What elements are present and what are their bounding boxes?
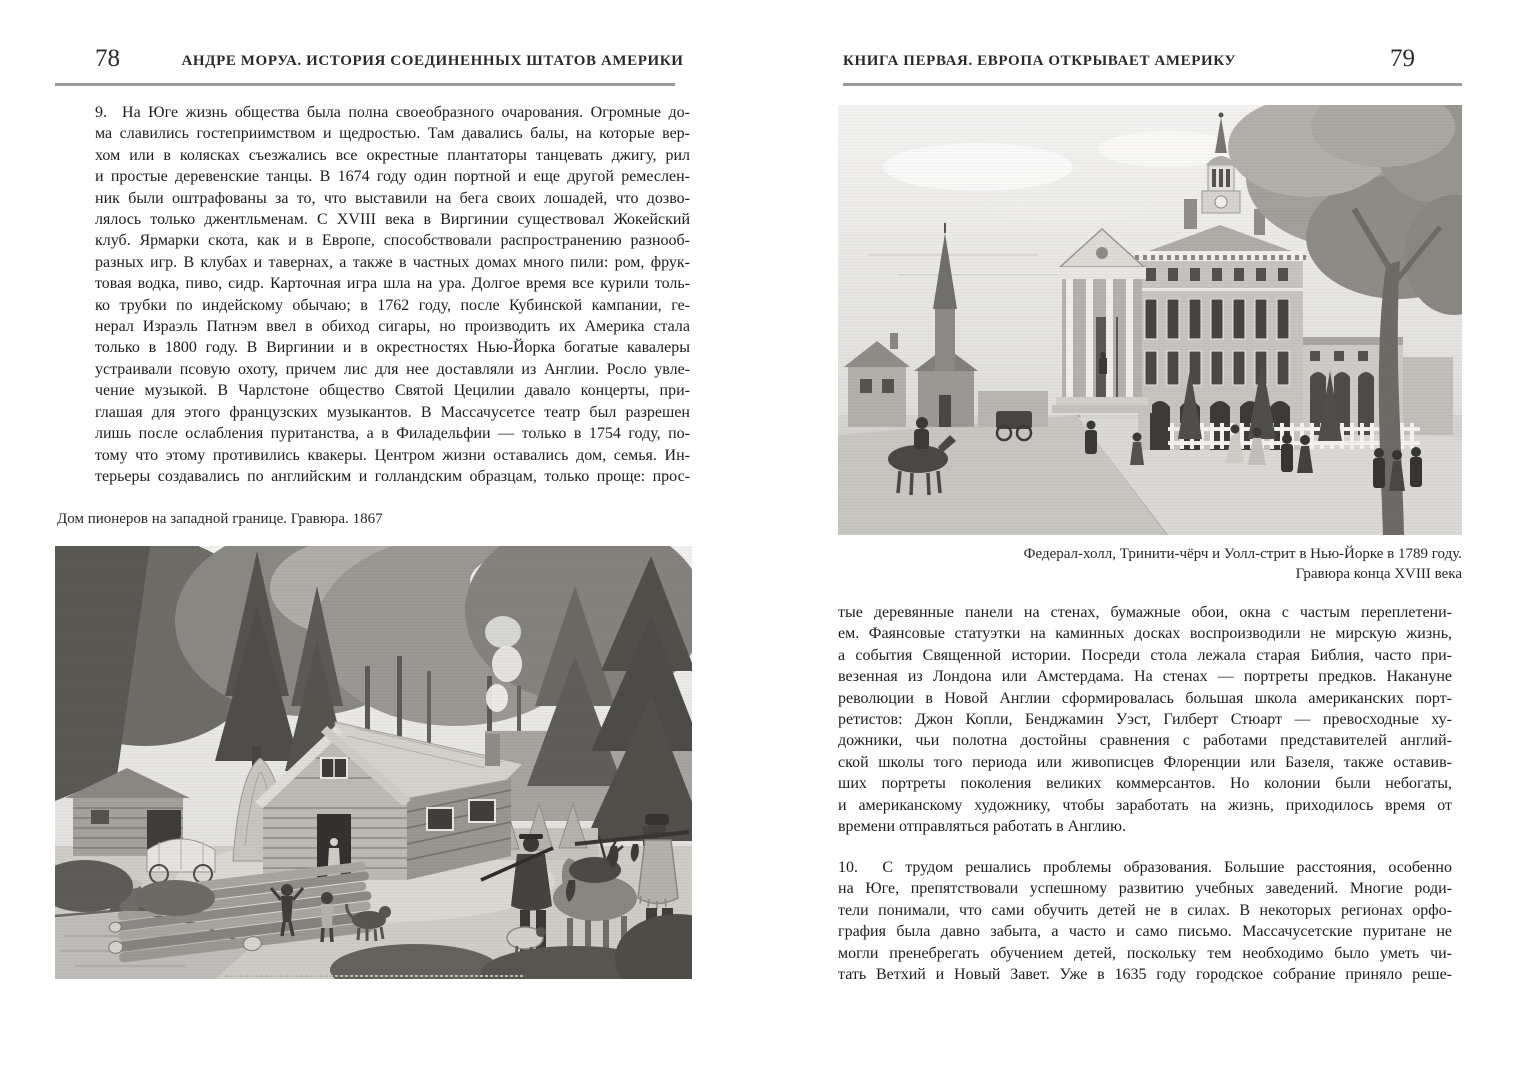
right-page-number: 79 (1390, 45, 1415, 72)
left-page-number: 78 (95, 45, 120, 72)
left-image-caption: Дом пионеров на западной границе. Гравюра. 1867 (57, 511, 383, 527)
right-caption-line-2: Гравюра конца XVIII века (1295, 566, 1462, 582)
right-caption-line-1: Федерал-холл, Тринити-чёрч и Уолл-стрит в Нью-Йорке в 1789 году. (1023, 546, 1462, 562)
left-running-title: АНДРЕ МОРУА. ИСТОРИЯ СОЕДИНЕННЫХ ШТАТОВ АМЕРИКИ (181, 53, 684, 69)
right-header-rule (843, 83, 1462, 86)
federal-hall-engraving (838, 105, 1462, 535)
engraving-texture (55, 546, 692, 979)
left-body-paragraph-9: 9. На Юге жизнь общества была полна своеобразного очарования. Огромные до- ма славились гостеприимством и щедростью. Там давались балы, на которые вер- хом или в колясках съезжались все окрестные плантаторы танцевать джигу, рил и простые деревенские танцы. В 1674 году один портной и еще другой ремеслен- ник были оштрафованы за то, что выставили на бега своих лошадей, что дозво- лялось только джентльменам. С XVIII века в Виргинии существовал Жокейский клуб. Ярмарки скота, как и в Европе, способствовали распространению разнооб- разных игр. В клубах и тавернах, а также в частных домах много пили: ром, фрук- товая водка, пиво, сидр. Карточная игра шла на ура. Долгое время все курили толь- ко трубки по индейскому обычаю; в 1762 году, после Кубинской кампании, ге- нерал Израэль Патнэм ввел в обиход сигары, но производить их Америка стала только в 1800 году. В Виргинии и в окрестностях Нью-Йорка богатые кавалеры устраивали псовую охоту, причем лис для нее доставляли из Англии. Росло увле- чение музыкой. В Чарлстоне общество Святой Цецилии давало концерты, при- глашая для этого французских музыкантов. В Массачусетсе театр был разрешен лишь после ослабления пуританства, а в Филадельфии — только в 1754 году, по- тому что этому противились квакеры. Центром жизни оставались дом, семья. Ин- терьеры создавались по английским и голландским образцам, только проще: прос- (95, 104, 690, 485)
engraving-texture (838, 105, 1462, 535)
left-header-rule (55, 83, 675, 86)
right-running-title: КНИГА ПЕРВАЯ. ЕВРОПА ОТКРЫВАЕТ АМЕРИКУ (843, 53, 1237, 69)
right-body-paragraph-cont: тые деревянные панели на стенах, бумажные обои, окна с частым переплетени- ем. Фаянсовые статуэтки на каминных досках воспроизводили не мирскую жизнь, а события Священной истории. Посреди стола лежала старая Библия, часто при- везенная из Лондона или Амстердама. На стенах — портреты предков. Накануне революции в Новой Англии сформировалась большая школа американских порт- ретистов: Джон Копли, Бенджамин Уэст, Гилберт Стюарт — превосходные ху- дожники, чьи полотна достойны сравнения с работами представителей англий- ской школы того периода или живописцев Флоренции или Базеля, также оставив- ших портреты поколения великих коммерсантов. Но колонии были небогаты, и американскому художнику, чтобы заработать на жизнь, приходилось время от времени отправляться работать в Англию. (838, 604, 1452, 836)
right-image-caption (900, 544, 1462, 584)
pioneer-home-engraving (55, 546, 692, 979)
right-body-paragraph-10: 10. С трудом решались проблемы образования. Большие расстояния, особенно на Юге, препятствовали успешному развитию учебных заведений. Многие роди- тели понимали, что сами обучить детей не в силах. В некоторых регионах орфо- графия была давно забыта, а часто и само письмо. Массачусетские пуритане не могли пренебрегать обучением детей, поскольку тем необходимо было уметь чи- тать Ветхий и Новый Завет. Уже в 1635 году городское собрание приняло реше- (838, 859, 1452, 984)
